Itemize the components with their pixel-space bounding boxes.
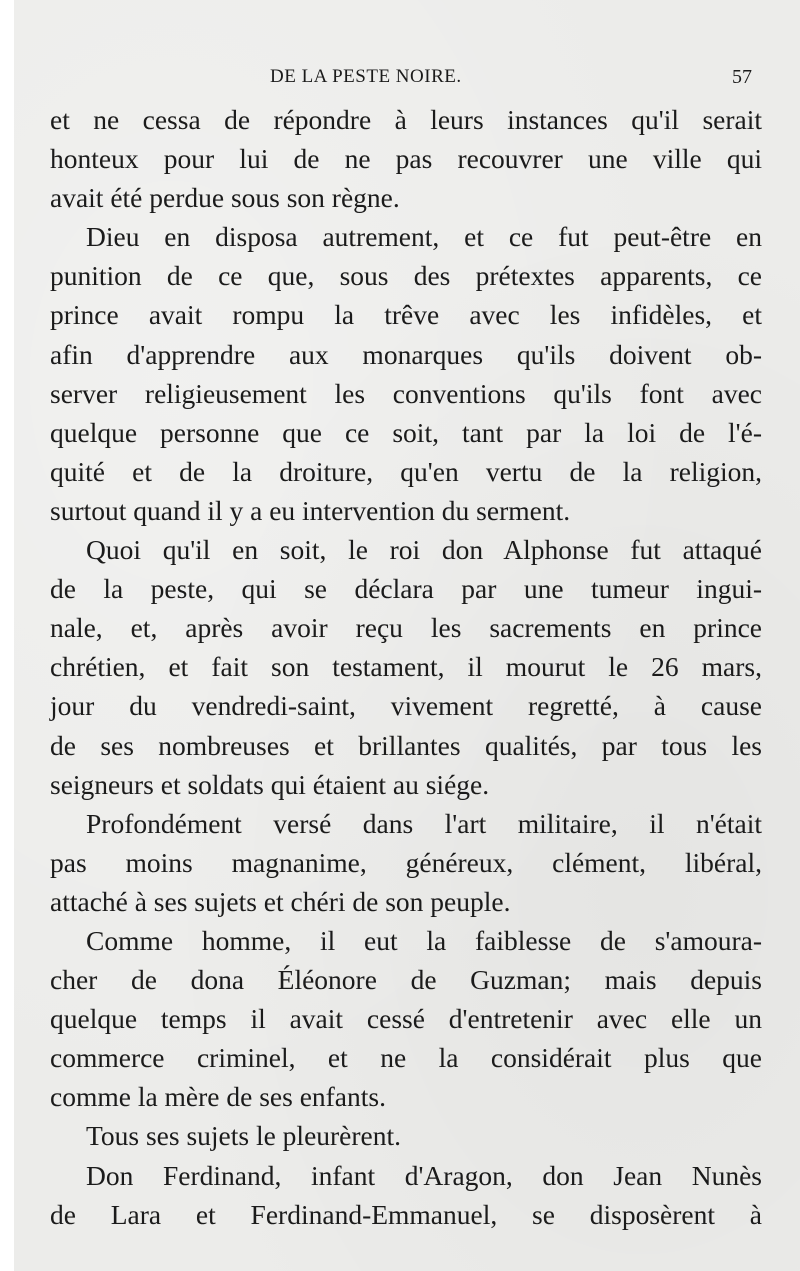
text-line: commerce criminel, et ne la considérait plus que: [50, 1042, 762, 1074]
text-line: quelque personne que ce soit, tant par la loi de l'é-: [50, 416, 762, 448]
text-line: jour du vendredi-saint, vivement regretté, à cause: [50, 690, 762, 722]
text-line: cher de dona Éléonore de Guzman; mais depuis: [50, 964, 762, 996]
text-line: afin d'apprendre aux monarques qu'ils doivent ob-: [50, 338, 762, 370]
book-page: [14, 0, 800, 1271]
text-line: attaché à ses sujets et chéri de son peuple.: [50, 885, 511, 917]
text-line: chrétien, et fait son testament, il mourut le 26 mars,: [50, 651, 762, 683]
text-line: Profondément versé dans l'art militaire, il n'était: [86, 807, 762, 839]
text-line: de ses nombreuses et brillantes qualités, par tous les: [50, 729, 762, 761]
text-line: surtout quand il y a eu intervention du serment.: [50, 494, 571, 526]
text-line: seigneurs et soldats qui étaient au siége.: [50, 768, 490, 800]
text-line: Quoi qu'il en soit, le roi don Alphonse fut attaqué: [86, 534, 762, 566]
text-line: honteux pour lui de ne pas recouvrer une ville qui: [50, 143, 762, 175]
text-line: punition de ce que, sous des prétextes apparents, ce: [50, 260, 762, 292]
running-title: DE LA PESTE NOIRE.: [270, 66, 462, 87]
text-line: Tous ses sujets le pleurèrent.: [86, 1120, 402, 1152]
text-line: Don Ferdinand, infant d'Aragon, don Jean Nunès: [86, 1159, 762, 1191]
text-line: quelque temps il avait cessé d'entretenir avec elle un: [50, 1003, 762, 1035]
text-line: de la peste, qui se déclara par une tumeur ingui-: [50, 573, 762, 605]
text-line: quité et de la droiture, qu'en vertu de la religion,: [50, 455, 762, 487]
text-line: et ne cessa de répondre à leurs instances qu'il serait: [50, 104, 762, 135]
text-line: server religieusement les conventions qu'ils font avec: [50, 377, 762, 409]
text-line: avait été perdue sous son règne.: [50, 182, 400, 214]
text-line: Comme homme, il eut la faiblesse de s'amoura-: [86, 924, 762, 956]
text-line: comme la mère de ses enfants.: [50, 1081, 386, 1113]
text-line: prince avait rompu la trêve avec les infidèles, et: [50, 299, 762, 331]
text-line: Dieu en disposa autrement, et ce fut peut-être en: [86, 221, 762, 253]
text-line: de Lara et Ferdinand-Emmanuel, se disposèrent à: [50, 1198, 762, 1230]
text-line: pas moins magnanime, généreux, clément, libéral,: [50, 846, 762, 878]
text-line: nale, et, après avoir reçu les sacrements en prince: [50, 612, 762, 644]
running-head: [14, 66, 800, 92]
page-number: 57: [732, 66, 752, 88]
body-text: [50, 100, 762, 1234]
